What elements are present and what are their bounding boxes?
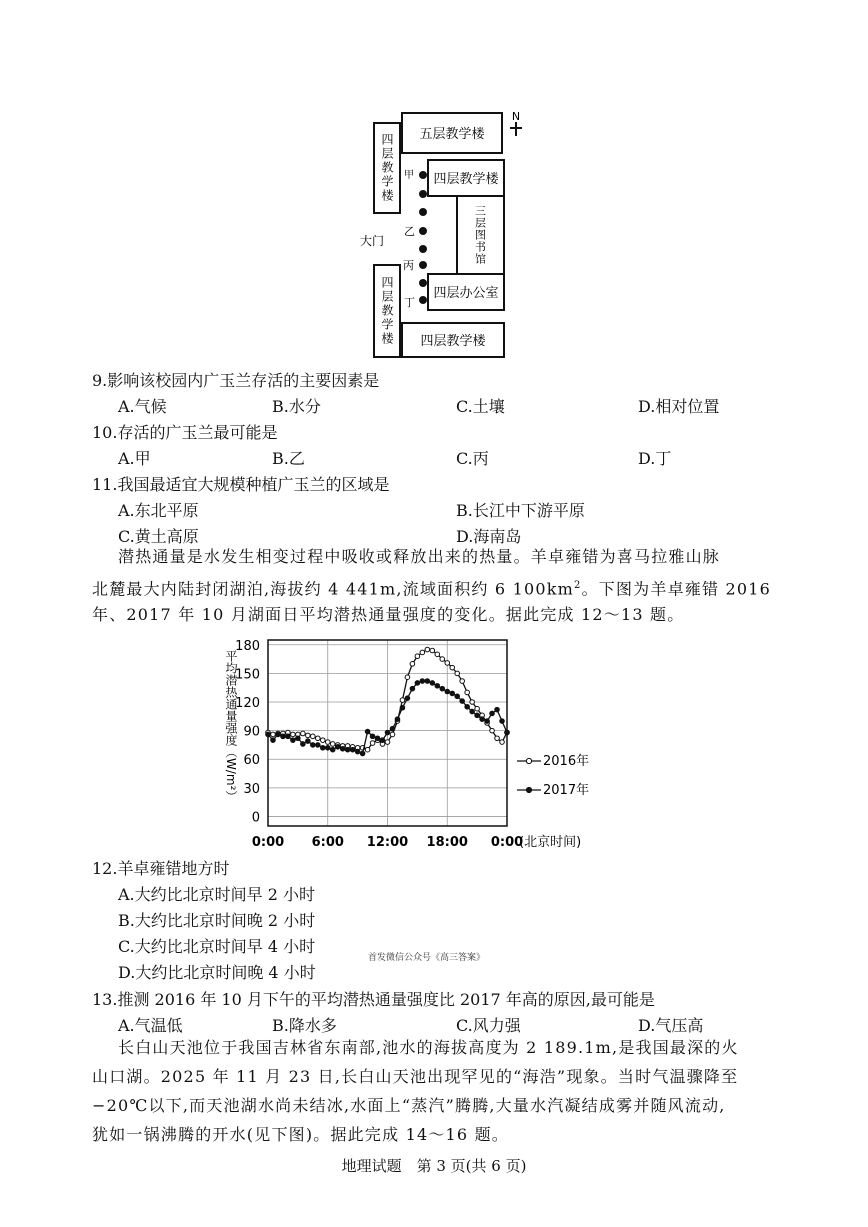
data-point-2017 (420, 679, 425, 684)
data-point-2017 (335, 745, 340, 750)
data-point-2017 (301, 742, 306, 747)
q13-option-a: A.气温低 (118, 1016, 183, 1035)
q12-option-c: C.大约比北京时间早 4 小时 (118, 937, 316, 956)
data-point-2017 (500, 719, 505, 724)
building-library-label: 三层图书馆 (473, 205, 487, 265)
tree-dot (419, 279, 427, 287)
y-axis-label: 平均潜热通量强度（W/m²） (224, 650, 238, 803)
data-point-2017 (311, 743, 316, 748)
data-point-2016 (440, 657, 445, 662)
q10-option-b: B.乙 (272, 449, 305, 468)
data-point-2016 (455, 671, 460, 676)
data-point-2017 (340, 746, 345, 751)
q10-option-c: C.丙 (456, 449, 489, 468)
data-point-2017 (485, 719, 490, 724)
data-point-2017 (440, 686, 445, 691)
north-arrow-icon (510, 122, 522, 136)
data-point-2017 (455, 694, 460, 699)
data-point-2017 (395, 717, 400, 722)
passage1-line2-b: 。下图为羊卓雍错 2016 (581, 579, 771, 599)
q11-option-a: A.东北平原 (118, 501, 199, 520)
y-tick-label: 120 (235, 696, 260, 711)
tree-dot-jia (419, 171, 427, 179)
legend-label: 2017年 (543, 783, 590, 798)
tree-dot (419, 190, 427, 198)
q10-stem: 10.存活的广玉兰最可能是 (92, 423, 278, 442)
gate-label: 大门 (360, 234, 385, 248)
point-ding: 丁 (404, 296, 415, 309)
north-letter: N (511, 110, 521, 123)
data-point-2017 (490, 711, 495, 716)
x-tick-label: 6:00 (311, 835, 344, 850)
q11-option-d: D.海南岛 (456, 527, 522, 546)
data-point-2017 (320, 745, 325, 750)
data-point-2017 (296, 736, 301, 741)
legend-marker (526, 787, 531, 792)
legend-label: 2016年 (543, 754, 590, 769)
data-point-2016 (415, 654, 420, 659)
data-point-2016 (420, 650, 425, 655)
q12-option-b: B.大约比北京时间晚 2 小时 (118, 911, 316, 930)
tree-dot-yi (419, 227, 427, 235)
data-point-2016 (445, 661, 450, 666)
q9-stem: 9.影响该校园内广玉兰存活的主要因素是 (92, 371, 380, 390)
y-tick-label: 180 (235, 638, 260, 654)
passage1-line2-a: 北麓最大内陆封闭湖泊,海拔约 4 441m,流域面积约 6 100km (92, 579, 574, 599)
data-point-2017 (410, 686, 415, 691)
data-point-2016 (430, 648, 435, 653)
point-yi: 乙 (404, 225, 415, 238)
data-point-2016 (475, 706, 480, 711)
tree-dot-bing (419, 261, 427, 269)
q13-option-b: B.降水多 (272, 1016, 337, 1035)
data-point-2016 (385, 740, 390, 745)
q11-stem: 11.我国最适宜大规模种植广玉兰的区域是 (92, 475, 390, 494)
page-footer: 地理试题 第 3 页(共 6 页) (341, 1157, 527, 1175)
passage2-line2: 山口湖。2025 年 11 月 23 日,长白山天池出现罕见的“海浩”现象。当时气温骤降至 (92, 1067, 739, 1086)
x-tick-label: 0:00 (251, 835, 285, 850)
data-point-2017 (425, 679, 430, 684)
data-point-2017 (350, 747, 355, 752)
data-point-2017 (460, 699, 465, 704)
q12-option-a: A.大约比北京时间早 2 小时 (118, 885, 315, 904)
data-point-2017 (380, 738, 385, 743)
data-point-2017 (345, 747, 350, 752)
data-point-2016 (495, 736, 500, 741)
data-point-2016 (425, 647, 430, 652)
point-jia: 甲 (404, 170, 414, 181)
q13-option-c: C.风力强 (456, 1016, 521, 1035)
y-tick-label: 60 (243, 753, 260, 769)
data-point-2017 (495, 707, 500, 712)
y-tick-label: 0 (251, 810, 260, 826)
data-point-2016 (465, 690, 470, 695)
q11-option-c: C.黄土高原 (118, 527, 199, 546)
data-point-2017 (306, 739, 311, 744)
data-point-2017 (430, 681, 435, 686)
data-point-2017 (445, 689, 450, 694)
data-point-2017 (390, 726, 395, 731)
data-point-2017 (365, 729, 370, 734)
passage1-line1: 潜热通量是水发生相变过程中吸收或释放出来的热量。羊卓雍错为喜马拉雅山脉 (118, 547, 721, 566)
x-tick-label: 0:00 (490, 835, 524, 850)
passage2-line1: 长白山天池位于我国吉林省东南部,池水的海拔高度为 2 189.1m,是我国最深的火 (118, 1038, 739, 1057)
data-point-2017 (385, 730, 390, 735)
building-left-top-label: 四层教学楼 (380, 133, 394, 203)
data-point-2016 (500, 740, 505, 745)
passage1-line2-sup: 2 (574, 580, 582, 591)
data-point-2016 (311, 734, 316, 739)
tree-dot (419, 208, 427, 216)
q11-option-b: B.长江中下游平原 (456, 501, 585, 520)
q9-option-a: A.气候 (118, 397, 167, 416)
data-point-2017 (315, 743, 320, 748)
data-point-2016 (470, 700, 475, 705)
q9-option-c: C.土壤 (456, 397, 505, 416)
latent-heat-chart (215, 636, 635, 851)
y-tick-label: 30 (243, 781, 260, 797)
data-point-2016 (325, 740, 330, 745)
passage2-line4: 犹如一锅沸腾的开水(见下图)。据此完成 14～16 题。 (92, 1125, 509, 1144)
data-point-2016 (450, 665, 455, 670)
tree-dots (419, 171, 427, 304)
campus-map (360, 105, 530, 360)
legend-marker (526, 758, 531, 763)
watermark: 首发微信公众号《高三答案》 (368, 953, 486, 963)
x-axis-unit: (北京时间) (519, 835, 582, 850)
passage1-line2 (92, 571, 771, 603)
point-bing: 丙 (403, 259, 414, 272)
data-point-2016 (330, 742, 335, 747)
data-point-2017 (450, 691, 455, 696)
q12-stem: 12.羊卓雍错地方时 (92, 859, 230, 878)
data-point-2016 (291, 732, 296, 737)
y-tick-label: 90 (243, 724, 260, 740)
q10-option-a: A.甲 (118, 449, 151, 468)
data-point-2017 (435, 683, 440, 688)
data-point-2017 (505, 730, 510, 735)
data-point-2016 (390, 732, 395, 737)
data-point-2017 (465, 704, 470, 709)
q13-stem: 13.推测 2016 年 10 月下午的平均潜热通量强度比 2017 年高的原因,最可能是 (92, 990, 655, 1009)
data-point-2016 (435, 652, 440, 657)
tree-dot-ding (419, 296, 427, 304)
data-point-2016 (460, 679, 465, 684)
data-point-2017 (276, 732, 281, 737)
q13-option-d: D.气压高 (638, 1016, 704, 1035)
q9-option-b: B.水分 (272, 397, 321, 416)
q10-option-d: D.丁 (638, 449, 672, 468)
data-point-2017 (360, 751, 365, 756)
passage1-line3: 年、2017 年 10 月湖面日平均潜热通量强度的变化。据此完成 12～13 题。 (92, 605, 685, 624)
data-point-2016 (365, 747, 370, 752)
data-point-2017 (286, 734, 291, 739)
data-point-2016 (370, 741, 375, 746)
data-point-2017 (475, 713, 480, 718)
data-point-2016 (301, 731, 306, 736)
tree-dot (419, 245, 427, 253)
building-left-bottom-label: 四层教学楼 (380, 276, 394, 346)
data-point-2017 (330, 747, 335, 752)
data-point-2016 (271, 732, 276, 737)
data-point-2017 (355, 749, 360, 754)
data-point-2017 (480, 717, 485, 722)
q9-option-d: D.相对位置 (638, 397, 720, 416)
y-tick-label: 150 (235, 667, 260, 683)
data-point-2016 (306, 733, 311, 738)
building-top-five-label: 五层教学楼 (419, 127, 485, 142)
data-point-2016 (400, 698, 405, 703)
data-point-2017 (291, 738, 296, 743)
data-point-2017 (405, 696, 410, 701)
data-point-2017 (281, 734, 286, 739)
building-right-top-label: 四层教学楼 (433, 172, 499, 187)
building-office-label: 四层办公室 (433, 286, 499, 301)
data-point-2017 (415, 681, 420, 686)
data-point-2017 (271, 738, 276, 743)
data-point-2017 (370, 734, 375, 739)
data-point-2017 (325, 745, 330, 750)
data-point-2017 (470, 709, 475, 714)
x-tick-label: 12:00 (366, 835, 409, 850)
x-tick-label: 18:00 (426, 835, 468, 850)
data-point-2017 (266, 732, 271, 737)
data-point-2017 (375, 736, 380, 741)
q12-option-d: D.大约比北京时间晚 4 小时 (118, 963, 316, 982)
data-point-2016 (405, 675, 410, 680)
data-point-2016 (490, 728, 495, 733)
passage2-line3: −20℃以下,而天池湖水尚未结冰,水面上“蒸汽”腾腾,大量水汽凝结成雾并随风流动, (92, 1096, 726, 1115)
data-point-2016 (410, 662, 415, 667)
data-point-2016 (315, 736, 320, 741)
building-bottom-label: 四层教学楼 (420, 334, 486, 349)
data-point-2017 (400, 705, 405, 710)
data-point-2016 (320, 738, 325, 743)
